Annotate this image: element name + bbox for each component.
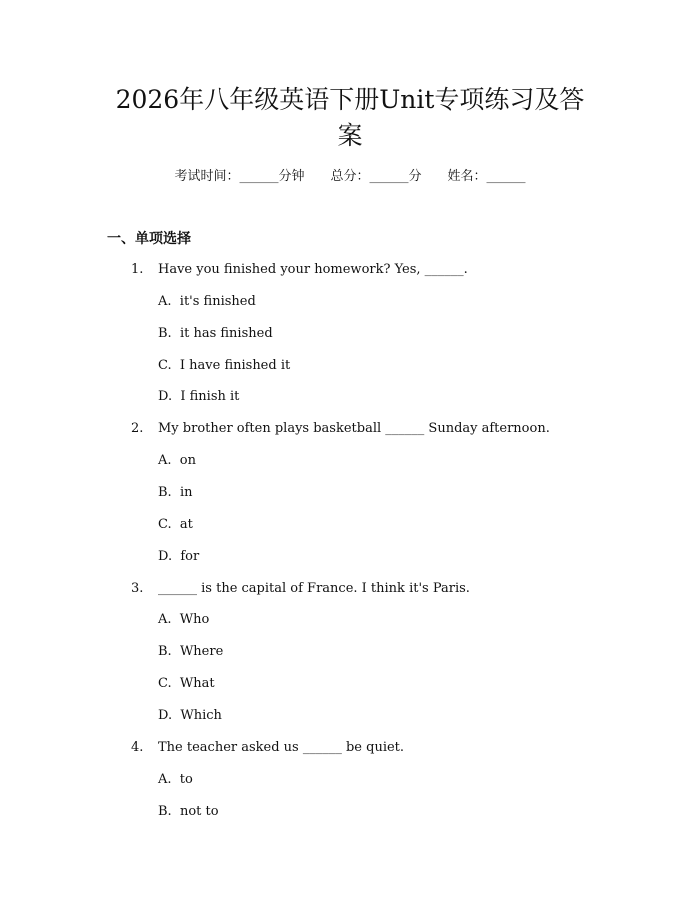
question-number: 2. <box>131 421 144 436</box>
question-number: 3. <box>131 581 144 596</box>
question-number: 4. <box>131 740 144 755</box>
option: D. for <box>158 549 200 564</box>
question-number: 1. <box>131 262 144 277</box>
option: C. What <box>158 676 215 691</box>
option: B. in <box>158 485 193 500</box>
section-heading: 一、单项选择 <box>107 231 191 247</box>
question-text: ______ is the capital of France. I think it's Paris. <box>158 581 470 596</box>
option: C. I have finished it <box>158 358 291 373</box>
question-text: Have you finished your homework? Yes, ______. <box>158 262 468 277</box>
option: A. Who <box>158 612 210 627</box>
option: B. not to <box>158 804 219 819</box>
question-text: The teacher asked us ______ be quiet. <box>158 740 405 755</box>
option: A. to <box>158 772 193 787</box>
option: B. Where <box>158 644 224 659</box>
question-text: My brother often plays basketball ______ Sunday afternoon. <box>158 421 550 436</box>
page-title-continued: 案 <box>337 121 363 150</box>
exam-time-field: 考试时间：______分钟 <box>174 169 305 184</box>
option: B. it has finished <box>158 326 273 341</box>
option: A. it's finished <box>158 294 256 309</box>
student-name-field: 姓名：______ <box>447 169 526 184</box>
total-score-field: 总分：______分 <box>330 169 422 184</box>
option: C. at <box>158 517 193 532</box>
option: A. on <box>158 453 196 468</box>
exam-info <box>0 168 700 186</box>
page-title: 2026年八年级英语下册Unit专项练习及答 <box>115 85 585 114</box>
option: D. Which <box>158 708 222 723</box>
option: D. I finish it <box>158 389 240 404</box>
